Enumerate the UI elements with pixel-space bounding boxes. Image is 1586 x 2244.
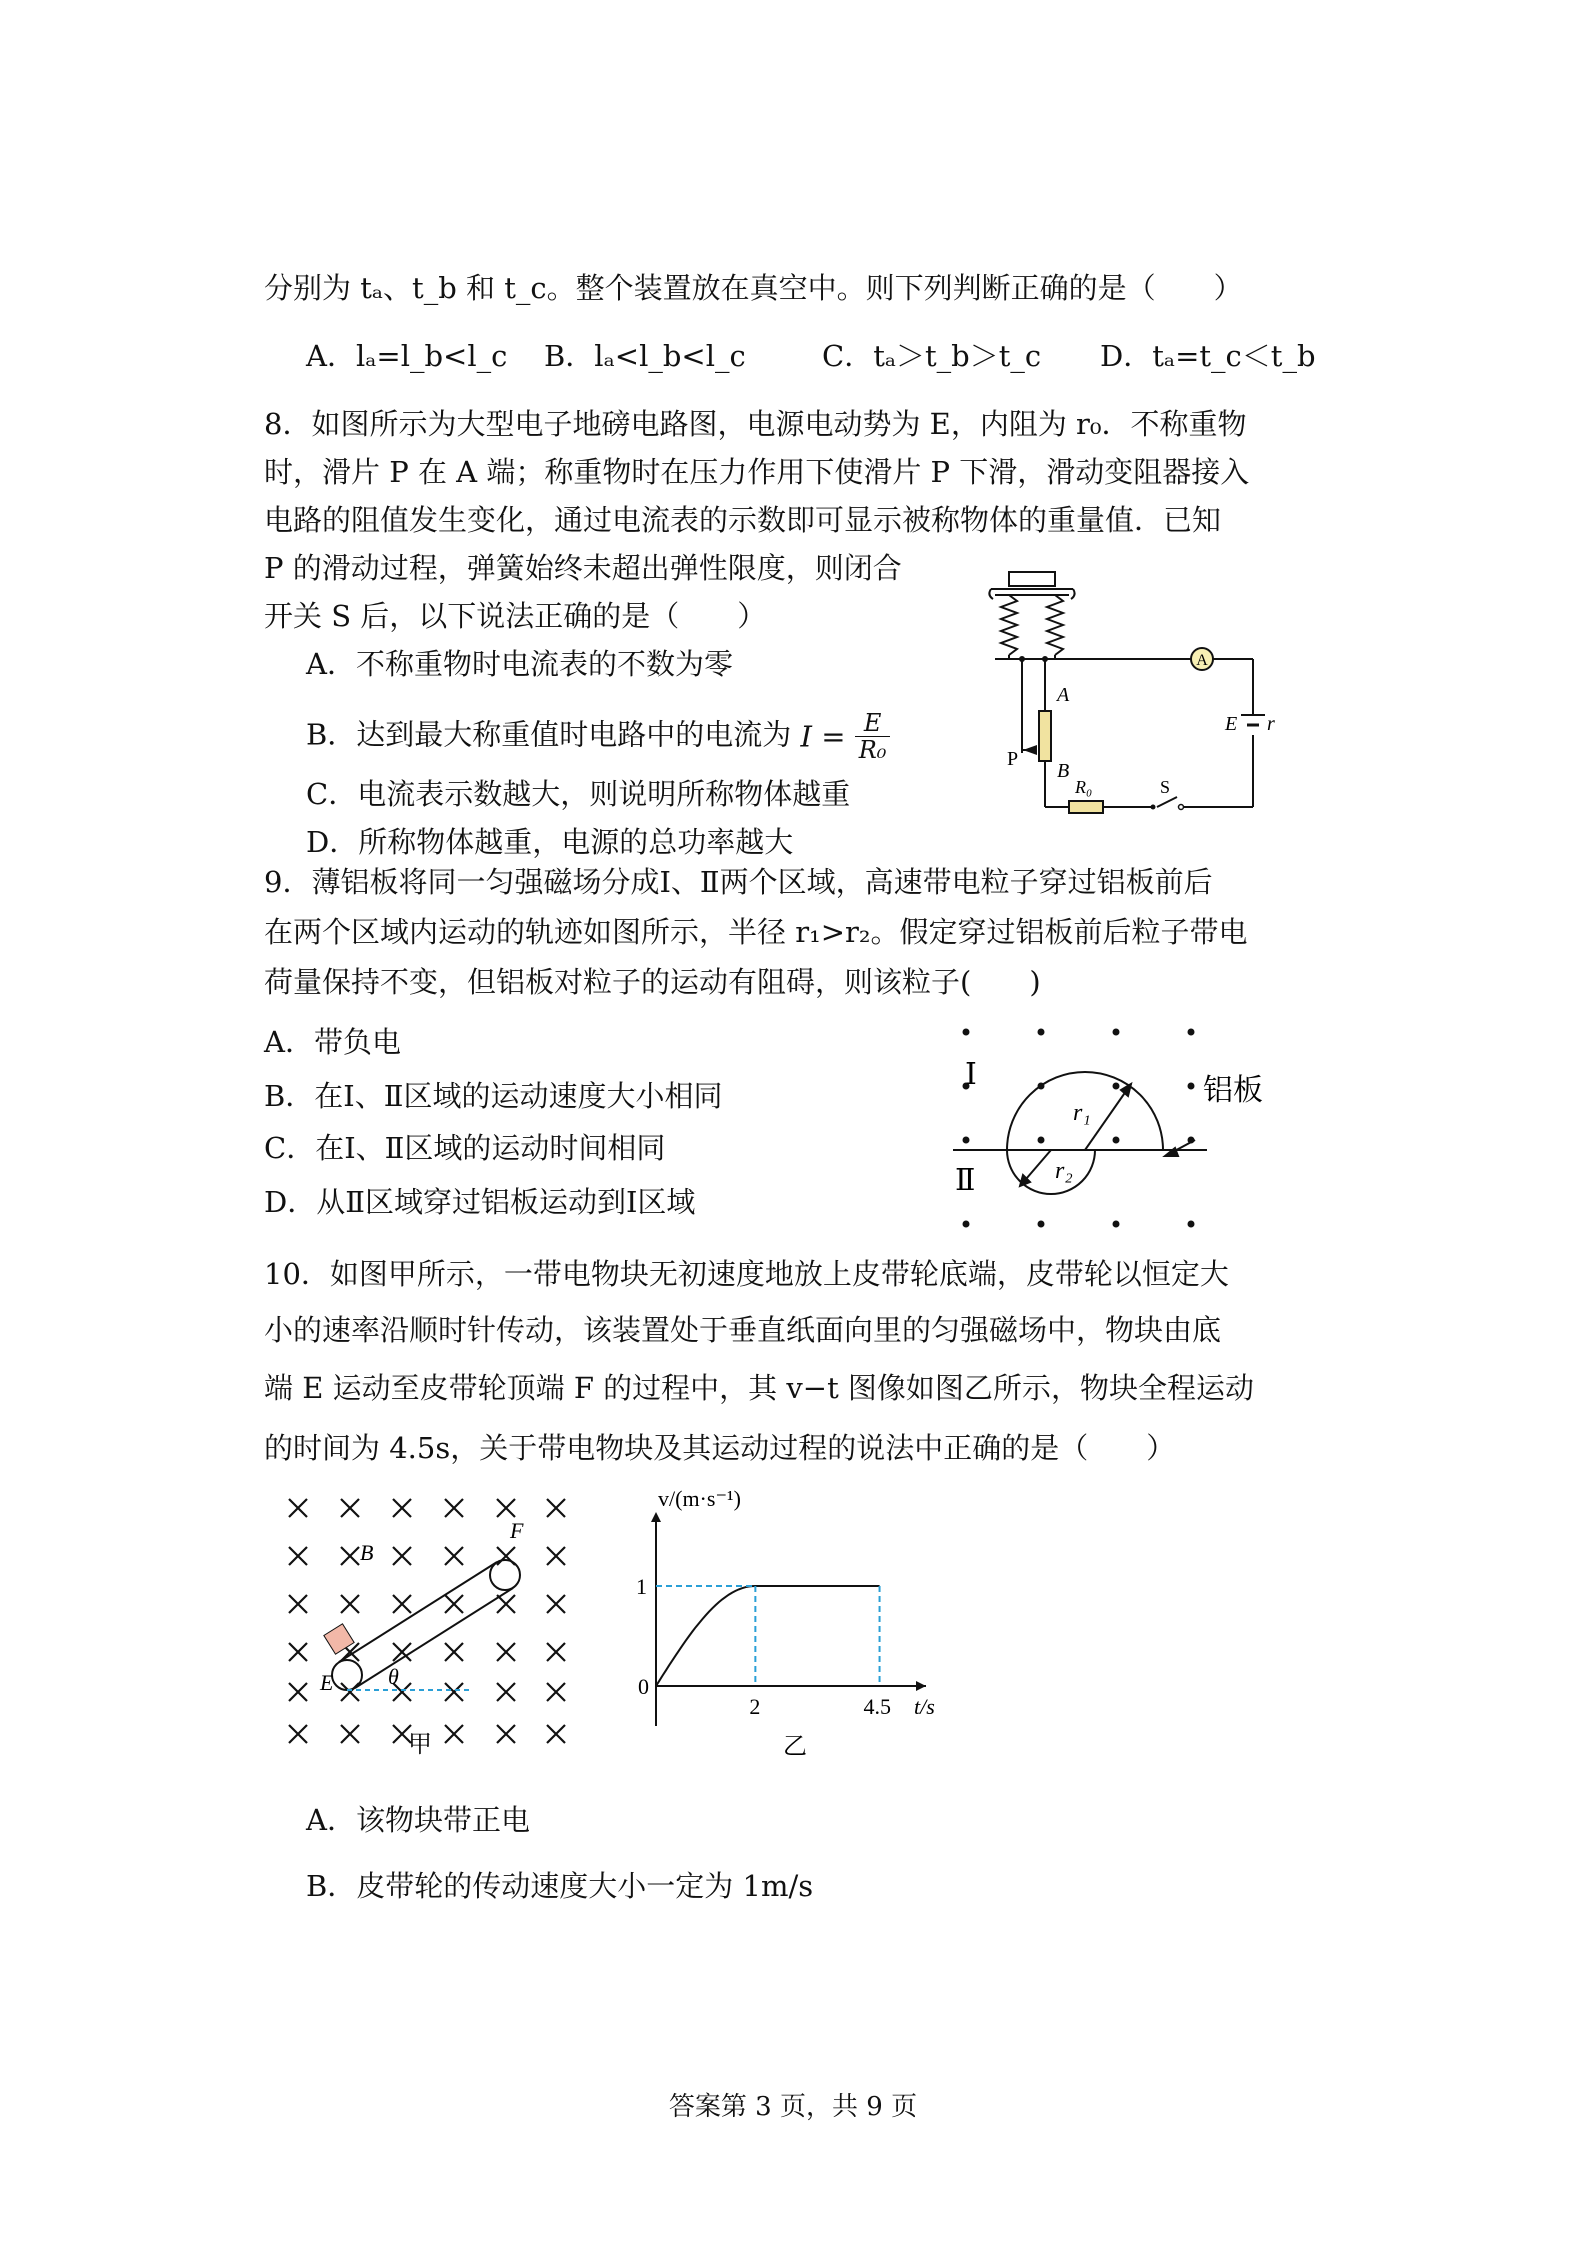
q9-magnetic-field-diagram [945,1020,1263,1240]
tick-label-4-5: 4.5 [863,1694,892,1719]
q8-scale-circuit-diagram [985,565,1285,830]
emf-label: E [1225,713,1238,735]
q8-option-c: C．电流表示数越大，则说明所称物体越重 [306,777,851,811]
q10-figure-jia-belt [280,1490,570,1760]
plate-label: 铝板 [1203,1074,1263,1107]
ammeter-label: A [1196,652,1208,669]
figure-jia-caption: 甲 [408,1732,432,1758]
r1-label: r₁ [1073,1100,1091,1126]
q8-stem-line-2: 时，滑片 P 在 A 端；称重物时在压力作用下使滑片 P 下滑，滑动变阻器接入 [264,455,1250,489]
x-axis-label: t/s [914,1694,935,1719]
q10-stem-line-4: 的时间为 4.5s，关于带电物块及其运动过程的说法中正确的是（ ） [264,1431,1176,1465]
q10-option-b: B．皮带轮的传动速度大小一定为 1m/s [306,1869,814,1903]
region-2-label: Ⅱ [955,1164,976,1197]
formula-numerator: E [855,710,891,737]
q8-option-b-text: B．达到最大称重值时电路中的电流为 [306,717,792,752]
q7-option-c: C．tₐ＞t_b＞t_c [822,339,1042,373]
switch-label: S [1160,777,1171,797]
q9-stem-line-3: 荷量保持不变，但铝板对粒子的运动有阻碍，则该粒子( ) [264,965,1041,999]
region-1-label: Ⅰ [965,1058,977,1091]
internal-resistance-label: r [1267,713,1275,735]
formula-lhs: I = [800,719,846,754]
y-axis-label: v/(m·s⁻¹) [658,1486,741,1511]
field-b-label: B [360,1540,374,1565]
velocity-curve [656,1586,880,1686]
q7-option-b: B．lₐ<l_b<l_c [544,339,746,373]
r2-label: r₂ [1055,1158,1073,1184]
tick-label-2: 2 [749,1694,761,1719]
q10-stem-line-3: 端 E 运动至皮带轮顶端 F 的过程中，其 v−t 图像如图乙所示，物块全程运动 [264,1371,1254,1405]
y-axis-arrow [651,1512,661,1522]
q10-stem-line-1: 10．如图甲所示，一带电物块无初速度地放上皮带轮底端，皮带轮以恒定大 [264,1257,1229,1291]
current-formula [801,710,891,763]
r0-label: R₀ [1075,777,1093,797]
rheostat-end-a-label: A [1057,684,1070,706]
q8-option-b [306,710,890,763]
q8-stem-line-3: 电路的阻值发生变化，通过电流表的示数即可显示被称物体的重量值．已知 [264,503,1222,537]
x-axis-arrow [916,1681,926,1691]
q8-option-a: A．不称重物时电流表的不数为零 [306,647,733,681]
q7-option-d: D．tₐ=t_c＜t_b [1100,339,1316,373]
q8-option-d: D．所称物体越重，电源的总功率越大 [306,825,794,859]
angle-theta-label: θ [388,1664,399,1689]
q7-option-a: A．lₐ=l_b<l_c [306,339,508,373]
tick-label-v-1: 1 [636,1574,647,1599]
q8-stem-line-5: 开关 S 后，以下说法正确的是（ ） [264,599,767,633]
field-crosses [289,1499,565,1743]
q9-stem-line-1: 9．薄铝板将同一匀强磁场分成Ⅰ、Ⅱ两个区域，高速带电粒子穿过铝板前后 [264,865,1213,899]
q10-option-a: A．该物块带正电 [306,1803,530,1837]
figure-yi-caption: 乙 [783,1734,807,1760]
q8-stem-line-4: P 的滑动过程，弹簧始终未超出弹性限度，则闭合 [264,551,902,585]
trajectory-region-2 [1007,1150,1095,1194]
formula-denominator: R₀ [858,736,887,764]
tick-label-0: 0 [638,1674,649,1699]
q9-stem-line-2: 在两个区域内运动的轨迹如图所示，半径 r₁>r₂。假定穿过铝板前后粒子带电 [264,915,1248,949]
rheostat-end-b-label: B [1057,760,1070,782]
q10-stem-line-2: 小的速率沿顺时针传动，该装置处于垂直纸面向里的匀强磁场中，物块由底 [264,1313,1222,1347]
point-e-label: E [320,1670,334,1695]
charged-block [324,1624,354,1654]
q9-option-b: B．在Ⅰ、Ⅱ区域的运动速度大小相同 [264,1079,723,1113]
q9-option-d: D．从Ⅱ区域穿过铝板运动到Ⅰ区域 [264,1185,696,1219]
q10-figure-yi-vt-graph [630,1486,960,1760]
page-footer: 答案第 3 页，共 9 页 [668,2092,918,2122]
q9-option-a: A．带负电 [264,1025,401,1059]
q8-stem-line-1: 8．如图所示为大型电子地磅电路图，电源电动势为 E，内阻为 r₀．不称重物 [264,407,1247,441]
q9-option-c: C．在Ⅰ、Ⅱ区域的运动时间相同 [264,1131,666,1165]
slider-p-label: P [1007,748,1019,770]
point-f-label: F [510,1518,524,1543]
q7-continuation: 分别为 tₐ、t_b 和 t_c。整个装置放在真空中。则下列判断正确的是（ ） [264,271,1243,305]
